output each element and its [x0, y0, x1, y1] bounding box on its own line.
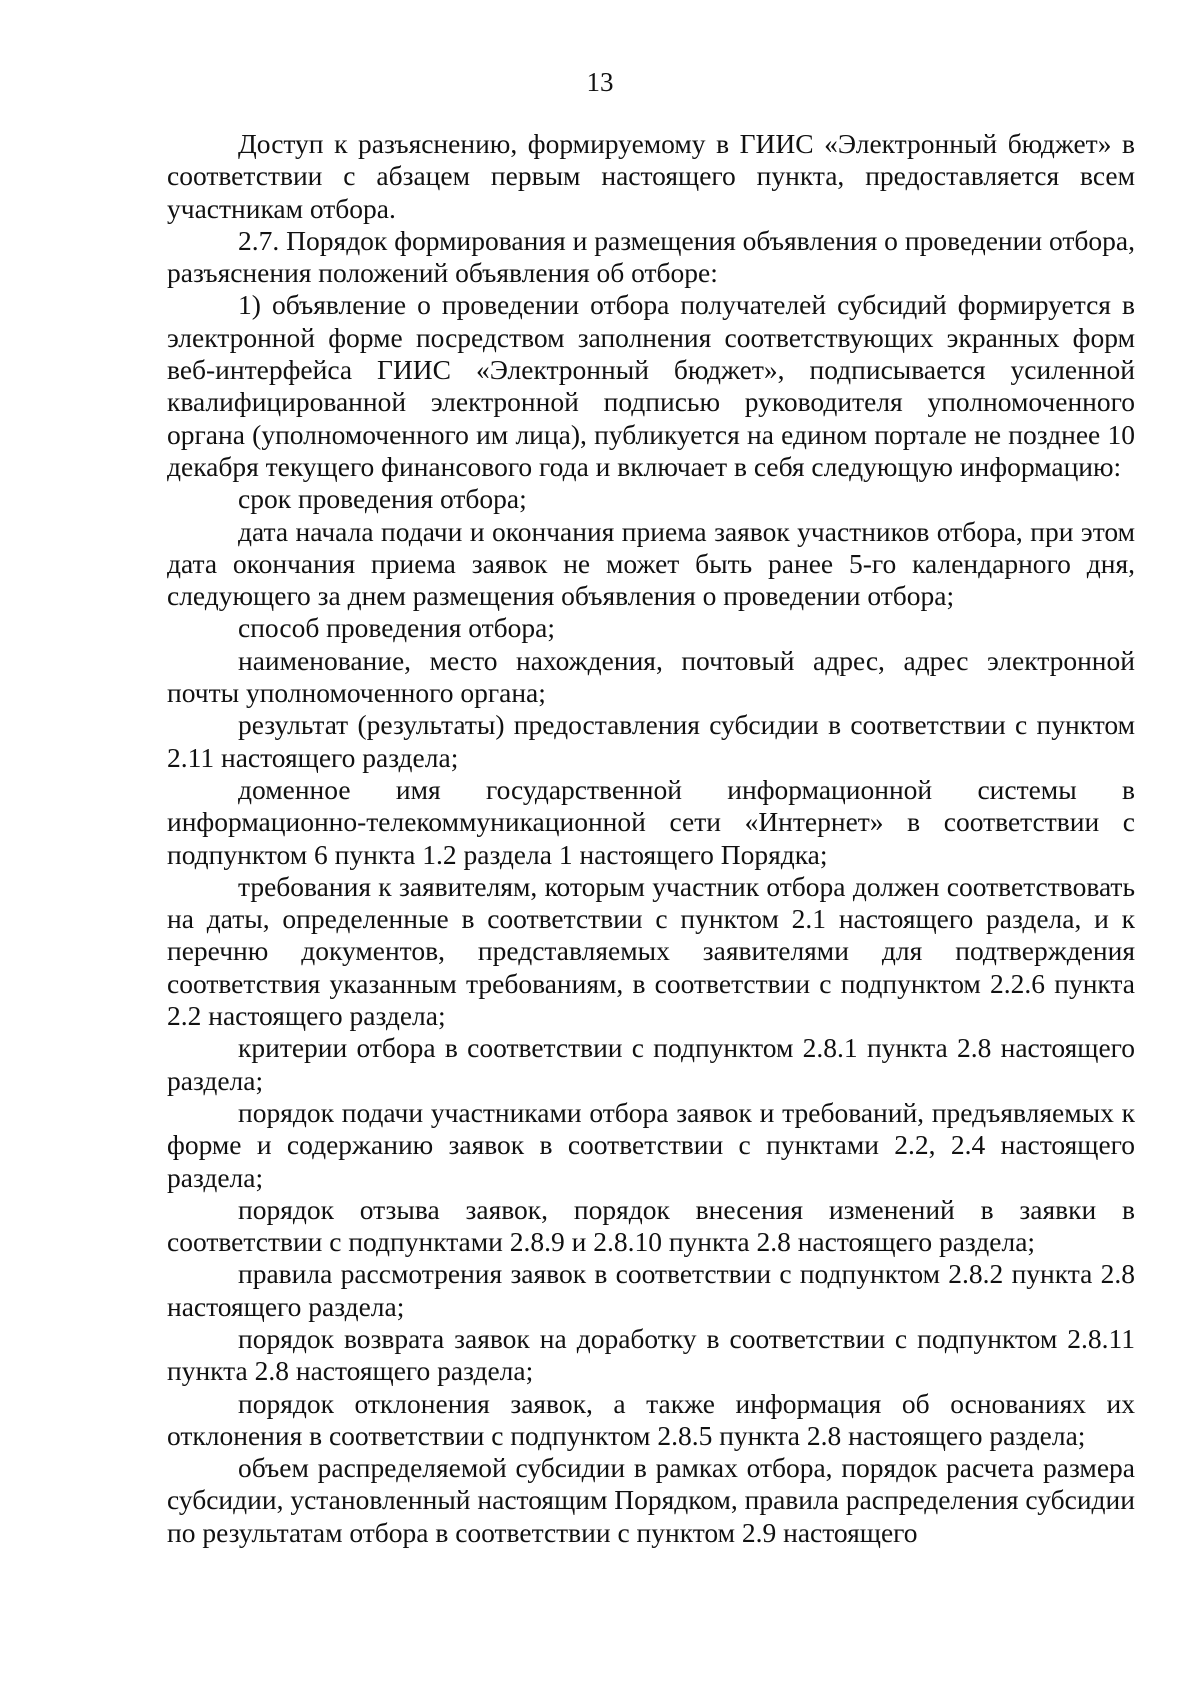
- list-item-application-withdrawal: порядок отзыва заявок, порядок внесения изменений в заявки в соответствии с подпунктами 2.8.9 и 2.8.10 пункта 2.8 настоящего раздела;: [167, 1193, 1135, 1258]
- list-item-applicant-requirements: требования к заявителям, которым участник отбора должен соответствовать на даты, определенные в соответствии с пунктом 2.1 настоящего раздела, и к перечню документов, представляемых заявителями для подтверждения соответствия указанным требованиям, в соответствии с подпунктом 2.2.6 пункта 2.2 настоящего раздела;: [167, 870, 1135, 1032]
- document-body: [167, 128, 1135, 1549]
- list-item-selection-method: способ проведения отбора;: [238, 612, 555, 644]
- list-item-authority-contacts: наименование, место нахождения, почтовый адрес, адрес электронной почты уполномоченного органа;: [167, 644, 1135, 709]
- list-item-review-rules: правила рассмотрения заявок в соответствии с подпунктом 2.8.2 пункта 2.8 настоящего раздела;: [167, 1258, 1135, 1322]
- list-item-application-dates: дата начала подачи и окончания приема заявок участников отбора, при этом дата окончания приема заявок не может быть ранее 5-го календарного дня, следующего за днем размещения объявления о проведении отбора;: [167, 515, 1135, 612]
- list-item-rejection-procedure: порядок отклонения заявок, а также информация об основаниях их отклонения в соответствии с подпунктом 2.8.5 пункта 2.8 настоящего раздела;: [167, 1387, 1135, 1451]
- list-item-subsidy-results: результат (результаты) предоставления субсидии в соответствии с пунктом 2.11 настоящего раздела;: [167, 709, 1135, 773]
- page-number: 13: [586, 67, 614, 97]
- paragraph-section-2-7-heading: 2.7. Порядок формирования и размещения объявления о проведении отбора, разъяснения положений объявления об отборе:: [167, 224, 1135, 289]
- list-item-return-for-revision: порядок возврата заявок на доработку в соответствии с подпунктом 2.8.11 пункта 2.8 настоящего раздела;: [167, 1322, 1135, 1387]
- list-item-application-submission: порядок подачи участниками отбора заявок и требований, предъявляемых к форме и содержанию заявок в соответствии с пунктами 2.2, 2.4 настоящего раздела;: [167, 1096, 1135, 1193]
- paragraph-access-clarification: Доступ к разъяснению, формируемому в ГИИС «Электронный бюджет» в соответствии с абзацем первым настоящего пункта, предоставляется всем участникам отбора.: [167, 128, 1135, 224]
- list-item-selection-criteria: критерии отбора в соответствии с подпунктом 2.8.1 пункта 2.8 настоящего раздела;: [167, 1032, 1135, 1096]
- paragraph-announcement-formation: 1) объявление о проведении отбора получателей субсидий формируется в электронной форме посредством заполнения соответствующих экранных форм веб-интерфейса ГИИС «Электронный бюджет», подписывается усиленной квалифицированной электронной подписью руководителя уполномоченного органа (уполномоченного им лица), публикуется на едином портале не позднее 10 декабря текущего финансового года и включает в себя следующую информацию:: [167, 289, 1135, 482]
- list-item-domain-name: доменное имя государственной информационной системы в информационно-телекоммуникационной сети «Интернет» в соответствии с подпунктом 6 пункта 1.2 раздела 1 настоящего Порядка;: [167, 773, 1135, 870]
- list-item-selection-period: срок проведения отбора;: [238, 483, 527, 515]
- list-item-subsidy-volume: объем распределяемой субсидии в рамках отбора, порядок расчета размера субсидии, установленный настоящим Порядком, правила распределения субсидии по результатам отбора в соответствии с пунктом 2.9 настоящего: [167, 1452, 1135, 1548]
